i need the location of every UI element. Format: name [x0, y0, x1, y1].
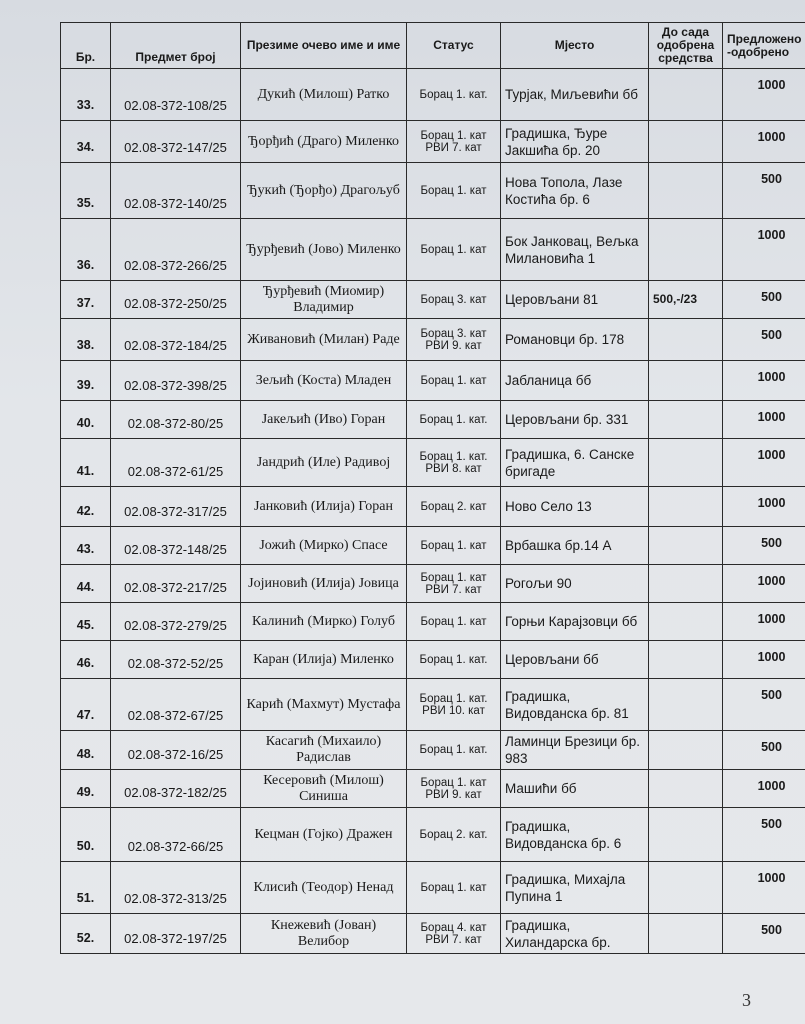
header-status: Статус [407, 23, 501, 69]
proposed-amount: 1000 [723, 361, 805, 401]
header-name: Презиме очево име и име [241, 23, 407, 69]
proposed-amount: 1000 [723, 603, 805, 641]
table-row [61, 862, 805, 914]
place-cell: Градишка, Михајла Пупина 1 [501, 862, 649, 914]
person-name: Зељић (Коста) Младен [241, 361, 407, 401]
person-name: Касагић (Михаило) Радислав [241, 731, 407, 770]
person-name: Јожић (Мирко) Спасе [241, 527, 407, 565]
row-number: 43. [61, 527, 111, 565]
place-cell: Градишка, Видовданска бр. 81 [501, 679, 649, 731]
row-number: 42. [61, 487, 111, 527]
row-number: 44. [61, 565, 111, 603]
place-cell: Горњи Карајзовци бб [501, 603, 649, 641]
place-cell: Бок Јанковац, Вељка Милановића 1 [501, 219, 649, 281]
prior-funds [649, 914, 723, 954]
row-number: 34. [61, 121, 111, 163]
table-row [61, 439, 805, 487]
case-number: 02.08-372-317/25 [111, 487, 241, 527]
case-number: 02.08-372-108/25 [111, 69, 241, 121]
person-name: Ђурђевић (Миомир) Владимир [241, 281, 407, 319]
table-row [61, 641, 805, 679]
table-container [60, 22, 805, 982]
status-cell: Борац 2. кат [407, 487, 501, 527]
proposed-amount: 1000 [723, 121, 805, 163]
place-cell: Ново Село 13 [501, 487, 649, 527]
place-cell: Нова Топола, Лазе Костића бр. 6 [501, 163, 649, 219]
prior-funds [649, 679, 723, 731]
person-name: Кецман (Гојко) Дражен [241, 808, 407, 862]
person-name: Карић (Махмут) Мустафа [241, 679, 407, 731]
status-cell: Борац 1. кат РВИ 7. кат [407, 121, 501, 163]
row-number: 38. [61, 319, 111, 361]
row-number: 51. [61, 862, 111, 914]
person-name: Јојиновић (Илија) Јовица [241, 565, 407, 603]
proposed-amount: 500 [723, 679, 805, 731]
status-cell: Борац 1. кат [407, 603, 501, 641]
prior-funds [649, 731, 723, 770]
status-cell: Борац 1. кат. РВИ 10. кат [407, 679, 501, 731]
row-number: 45. [61, 603, 111, 641]
proposed-amount: 500 [723, 914, 805, 954]
place-cell: Церовљани бр. 331 [501, 401, 649, 439]
case-number: 02.08-372-250/25 [111, 281, 241, 319]
table-row [61, 565, 805, 603]
proposed-amount: 1000 [723, 219, 805, 281]
status-cell: Борац 1. кат. [407, 401, 501, 439]
person-name: Јандрић (Иле) Радивој [241, 439, 407, 487]
person-name: Живановић (Милан) Раде [241, 319, 407, 361]
row-number: 39. [61, 361, 111, 401]
header-case: Предмет број [111, 23, 241, 69]
place-cell: Јабланица бб [501, 361, 649, 401]
proposed-amount: 1000 [723, 401, 805, 439]
status-cell: Борац 1. кат. [407, 641, 501, 679]
prior-funds [649, 603, 723, 641]
person-name: Клисић (Теодор) Ненад [241, 862, 407, 914]
case-number: 02.08-372-140/25 [111, 163, 241, 219]
row-number: 41. [61, 439, 111, 487]
case-number: 02.08-372-217/25 [111, 565, 241, 603]
person-name: Ђорђић (Драго) Миленко [241, 121, 407, 163]
case-number: 02.08-372-398/25 [111, 361, 241, 401]
place-cell: Градишка, 6. Санске бригаде [501, 439, 649, 487]
status-cell: Борац 1. кат [407, 862, 501, 914]
proposed-amount: 500 [723, 319, 805, 361]
person-name: Ђурђевић (Јово) Миленко [241, 219, 407, 281]
case-number: 02.08-372-266/25 [111, 219, 241, 281]
place-cell: Ламинци Брезици бр. 983 [501, 731, 649, 770]
place-cell: Романовци бр. 178 [501, 319, 649, 361]
place-cell: Градишка, Хиландарска бр. [501, 914, 649, 954]
case-number: 02.08-372-16/25 [111, 731, 241, 770]
status-cell: Борац 3. кат РВИ 9. кат [407, 319, 501, 361]
prior-funds [649, 641, 723, 679]
table-row [61, 679, 805, 731]
prior-funds [649, 439, 723, 487]
prior-funds [649, 361, 723, 401]
table-header-row [61, 23, 805, 69]
prior-funds [649, 163, 723, 219]
place-cell: Рогољи 90 [501, 565, 649, 603]
status-cell: Борац 1. кат РВИ 7. кат [407, 565, 501, 603]
prior-funds [649, 69, 723, 121]
table-row [61, 603, 805, 641]
row-number: 49. [61, 770, 111, 808]
case-number: 02.08-372-80/25 [111, 401, 241, 439]
header-place: Мјесто [501, 23, 649, 69]
case-number: 02.08-372-184/25 [111, 319, 241, 361]
row-number: 40. [61, 401, 111, 439]
prior-funds [649, 319, 723, 361]
table-row [61, 361, 805, 401]
row-number: 46. [61, 641, 111, 679]
header-no: Бр. [61, 23, 111, 69]
header-proposed: Предложено -одобрено [723, 23, 805, 69]
status-cell: Борац 2. кат. [407, 808, 501, 862]
row-number: 37. [61, 281, 111, 319]
place-cell: Врбашка бр.14 А [501, 527, 649, 565]
table-row [61, 527, 805, 565]
row-number: 33. [61, 69, 111, 121]
table-row [61, 69, 805, 121]
proposed-amount: 500 [723, 281, 805, 319]
prior-funds [649, 219, 723, 281]
table-row [61, 163, 805, 219]
place-cell: Турјак, Миљевићи бб [501, 69, 649, 121]
prior-funds [649, 487, 723, 527]
case-number: 02.08-372-313/25 [111, 862, 241, 914]
status-cell: Борац 1. кат [407, 361, 501, 401]
case-number: 02.08-372-147/25 [111, 121, 241, 163]
person-name: Каран (Илија) Миленко [241, 641, 407, 679]
header-prior: До сада одобрена средства [649, 23, 723, 69]
table-row [61, 219, 805, 281]
place-cell: Церовљани 81 [501, 281, 649, 319]
status-cell: Борац 3. кат [407, 281, 501, 319]
row-number: 48. [61, 731, 111, 770]
proposed-amount: 1000 [723, 770, 805, 808]
prior-funds: 500,-/23 [649, 281, 723, 319]
case-number: 02.08-372-61/25 [111, 439, 241, 487]
proposed-amount: 1000 [723, 487, 805, 527]
status-cell: Борац 1. кат. РВИ 8. кат [407, 439, 501, 487]
person-name: Кесеровић (Милош) Синиша [241, 770, 407, 808]
prior-funds [649, 565, 723, 603]
row-number: 35. [61, 163, 111, 219]
case-number: 02.08-372-182/25 [111, 770, 241, 808]
proposed-amount: 500 [723, 527, 805, 565]
proposed-amount: 1000 [723, 641, 805, 679]
case-number: 02.08-372-148/25 [111, 527, 241, 565]
place-cell: Церовљани бб [501, 641, 649, 679]
row-number: 36. [61, 219, 111, 281]
person-name: Ђукић (Ђорђо) Драгољуб [241, 163, 407, 219]
proposed-amount: 1000 [723, 439, 805, 487]
status-cell: Борац 1. кат [407, 219, 501, 281]
person-name: Јанковић (Илија) Горан [241, 487, 407, 527]
case-number: 02.08-372-197/25 [111, 914, 241, 954]
prior-funds [649, 401, 723, 439]
place-cell: Градишка, Видовданска бр. 6 [501, 808, 649, 862]
case-number: 02.08-372-67/25 [111, 679, 241, 731]
table-row [61, 914, 805, 954]
prior-funds [649, 121, 723, 163]
person-name: Калинић (Мирко) Голуб [241, 603, 407, 641]
proposed-amount: 1000 [723, 69, 805, 121]
person-name: Кнежевић (Јован) Велибор [241, 914, 407, 954]
prior-funds [649, 808, 723, 862]
place-cell: Градишка, Ђуре Јакшића бр. 20 [501, 121, 649, 163]
table-row [61, 487, 805, 527]
proposed-amount: 500 [723, 808, 805, 862]
status-cell: Борац 1. кат. [407, 731, 501, 770]
beneficiaries-table [60, 22, 805, 954]
case-number: 02.08-372-52/25 [111, 641, 241, 679]
status-cell: Борац 1. кат. [407, 69, 501, 121]
table-row [61, 770, 805, 808]
row-number: 52. [61, 914, 111, 954]
table-row [61, 121, 805, 163]
table-row [61, 401, 805, 439]
table-row [61, 281, 805, 319]
proposed-amount: 1000 [723, 565, 805, 603]
status-cell: Борац 4. кат РВИ 7. кат [407, 914, 501, 954]
prior-funds [649, 770, 723, 808]
person-name: Јакељић (Иво) Горан [241, 401, 407, 439]
case-number: 02.08-372-66/25 [111, 808, 241, 862]
status-cell: Борац 1. кат [407, 527, 501, 565]
table-row [61, 808, 805, 862]
row-number: 50. [61, 808, 111, 862]
status-cell: Борац 1. кат [407, 163, 501, 219]
row-number: 47. [61, 679, 111, 731]
proposed-amount: 500 [723, 163, 805, 219]
proposed-amount: 1000 [723, 862, 805, 914]
status-cell: Борац 1. кат РВИ 9. кат [407, 770, 501, 808]
proposed-amount: 500 [723, 731, 805, 770]
table-row [61, 319, 805, 361]
prior-funds [649, 527, 723, 565]
table-row [61, 731, 805, 770]
prior-funds [649, 862, 723, 914]
page-number: 3 [742, 990, 751, 1010]
place-cell: Машићи бб [501, 770, 649, 808]
person-name: Дукић (Милош) Ратко [241, 69, 407, 121]
case-number: 02.08-372-279/25 [111, 603, 241, 641]
